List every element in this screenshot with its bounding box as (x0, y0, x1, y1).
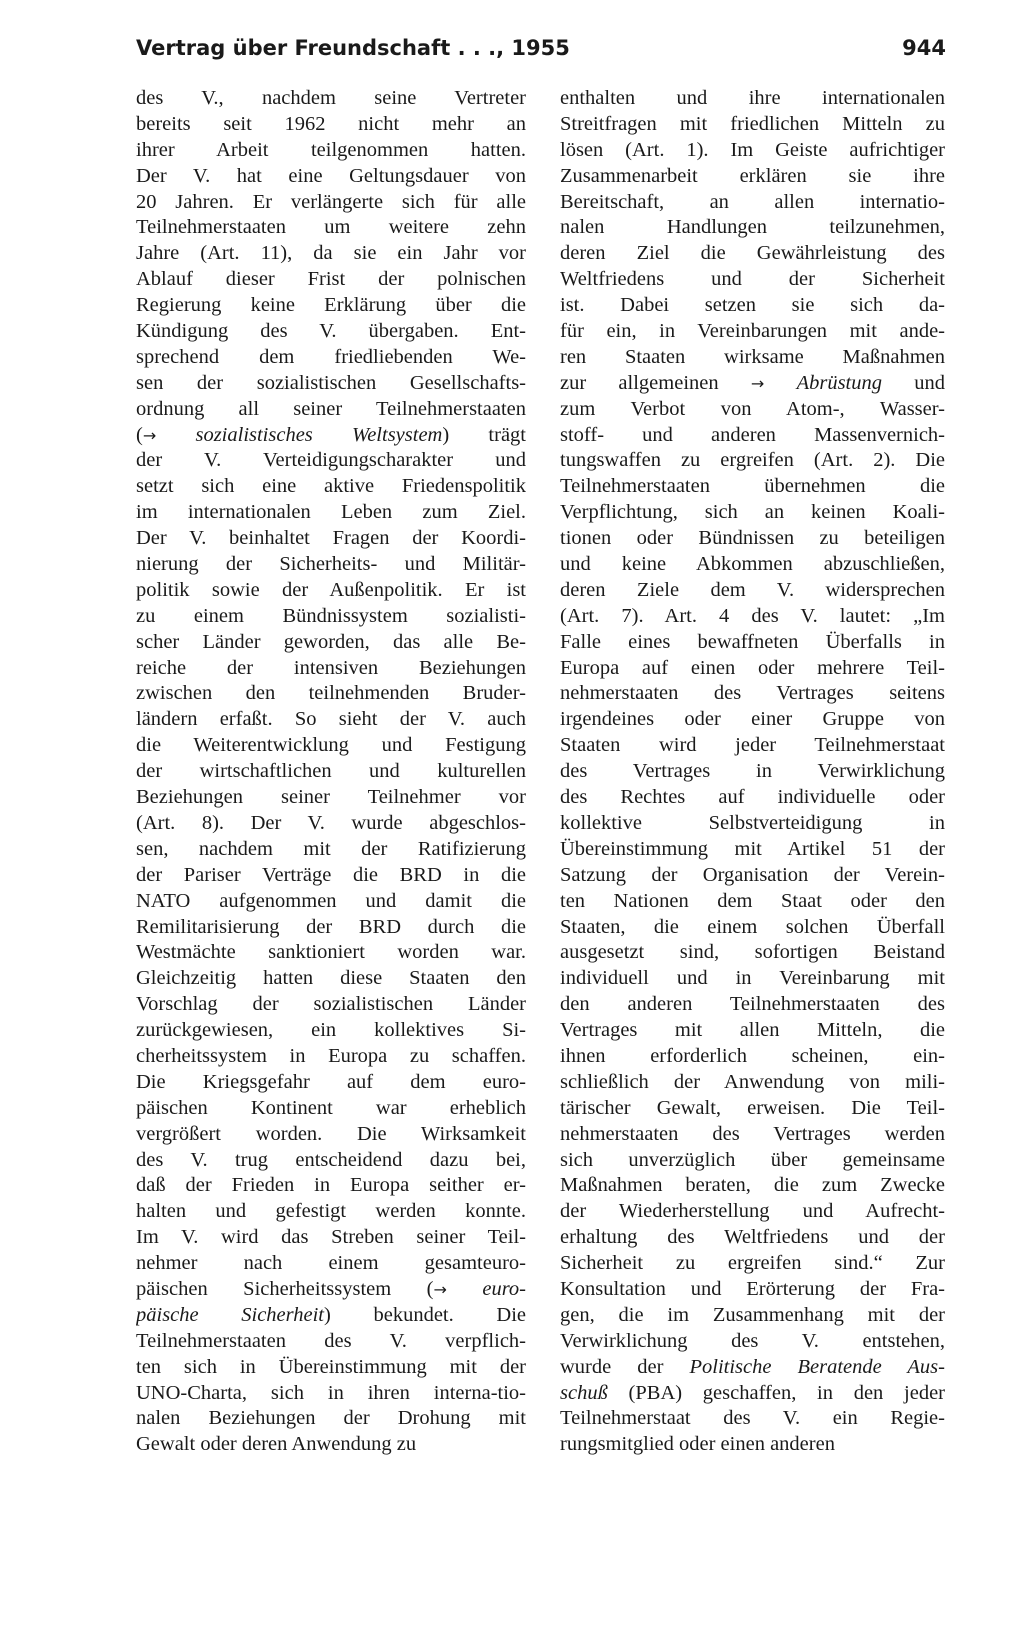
text-line: 20 Jahren. Er verlängerte sich für alle (136, 190, 526, 213)
text-line: deren Ziele dem V. widersprechen (560, 578, 945, 601)
cross-reference-term: euro- (482, 1277, 526, 1300)
text-line: Gleichzeitig hatten diese Staaten den (136, 967, 526, 990)
text-line: ordnung all seiner Teilnehmerstaaten (136, 397, 526, 420)
text-line: der wirtschaftlichen und kulturellen (136, 760, 526, 783)
text-line (136, 423, 526, 449)
text-line: Kündigung des V. übergaben. Ent- (136, 320, 526, 343)
text-fragment: und (882, 371, 945, 394)
text-line: Staaten, die einem solchen Überfall (560, 915, 945, 938)
text-line: Streitfragen mit friedlichen Mitteln zu (560, 112, 945, 135)
text-line: des V. trug entscheidend dazu bei, (136, 1148, 526, 1171)
text-line: gen, die im Zusammenhang mit der (560, 1303, 945, 1326)
cross-reference-term: Abrüstung (796, 371, 882, 394)
text-line: rungsmitglied oder einen anderen (560, 1433, 835, 1456)
text-line: Weltfriedens und der Sicherheit (560, 268, 945, 291)
text-line: enthalten und ihre internationalen (560, 87, 945, 109)
text-line: Satzung der Organisation der Verein- (560, 863, 945, 886)
text-line (136, 1303, 526, 1329)
cross-reference-term: schuß (560, 1381, 608, 1404)
text-line: Verwirklichung des V. entstehen, (560, 1329, 945, 1352)
page-number: 944 (902, 36, 946, 60)
text-line: ist. Dabei setzen sie sich da- (560, 294, 945, 317)
text-line: ren Staaten wirksame Maßnahmen (560, 345, 945, 368)
text-line: päischen Kontinent war erheblich (136, 1096, 526, 1119)
text-line: Jahre (Art. 11), da sie ein Jahr vor (136, 242, 526, 265)
text-line: nehmerstaaten des Vertrages seitens (560, 682, 945, 705)
text-line: der Pariser Verträge die BRD in die (136, 863, 526, 886)
text-fragment: ( (136, 423, 143, 446)
text-line: halten und gefestigt werden konnte. (136, 1200, 526, 1223)
text-line: die Weiterentwicklung und Festigung (136, 734, 526, 757)
cross-reference-arrow-icon: → (750, 373, 765, 393)
text-line: vergrößert worden. Die Wirksamkeit (136, 1122, 526, 1145)
text-line: ausgesetzt sind, sofortigen Beistand (560, 941, 945, 964)
text-line: scher Länder geworden, das alle Be- (136, 630, 526, 653)
text-line: des V., nachdem seine Vertreter (136, 87, 526, 109)
text-line: der V. Verteidigungscharakter und (136, 449, 526, 472)
text-line: Maßnahmen beraten, die zum Zwecke (560, 1174, 945, 1197)
text-line: ten sich in Übereinstimmung mit der (136, 1355, 526, 1378)
text-line: daß der Frieden in Europa seither er- (136, 1174, 526, 1197)
text-line: Zusammenarbeit erklären sie ihre (560, 164, 945, 187)
text-fragment: ) bekundet. Die (324, 1303, 526, 1326)
text-line: ihnen erforderlich scheinen, ein- (560, 1044, 945, 1067)
text-line: (Art. 7). Art. 4 des V. lautet: „Im (560, 604, 945, 627)
text-line: nierung der Sicherheits- und Militär- (136, 553, 526, 576)
text-line: sen, nachdem mit der Ratifizierung (136, 837, 526, 860)
text-line: Bereitschaft, an allen internatio- (560, 190, 945, 213)
text-line: nehmerstaaten des Vertrages werden (560, 1122, 945, 1145)
text-line: nalen Handlungen teilzunehmen, (560, 216, 945, 239)
text-fragment: (PBA) geschaffen, in den jeder (607, 1381, 945, 1404)
text-line: stoff- und anderen Massenvernich- (560, 423, 945, 446)
text-line: zu einem Bündnissystem sozialisti- (136, 604, 526, 627)
text-line: nehmer nach einem gesamteuro- (136, 1252, 526, 1275)
text-line: Ablauf dieser Frist der polnischen (136, 268, 526, 291)
text-line: zwischen den teilnehmenden Bruder- (136, 682, 526, 705)
text-line: Teilnehmerstaaten um weitere zehn (136, 216, 526, 239)
text-line: sprechend dem friedliebenden We- (136, 345, 526, 368)
text-line: Vertrages mit allen Mitteln, die (560, 1019, 945, 1042)
cross-reference-arrow-icon: → (142, 425, 157, 445)
running-header (136, 30, 946, 66)
text-line: Der V. beinhaltet Fragen der Koordi- (136, 527, 526, 550)
text-line (560, 1381, 945, 1407)
text-line (560, 371, 945, 397)
text-line: Remilitarisierung der BRD durch die (136, 915, 526, 938)
text-line: nalen Beziehungen der Drohung mit (136, 1407, 526, 1430)
header-title: Vertrag über Freundschaft . . ., 1955 (136, 36, 570, 60)
text-line: für ein, in Vereinbarungen mit ande- (560, 320, 945, 343)
text-line: Übereinstimmung mit Artikel 51 der (560, 837, 945, 860)
text-line: Teilnehmerstaaten übernehmen die (560, 475, 945, 498)
text-line: Im V. wird das Streben seiner Teil- (136, 1226, 526, 1249)
text-line: im internationalen Leben zum Ziel. (136, 501, 526, 524)
cross-reference-term: Politische Beratende Aus- (689, 1355, 945, 1378)
text-line: sen der sozialistischen Gesellschafts- (136, 371, 526, 394)
text-line: ihrer Arbeit teilgenommen hatten. (136, 138, 526, 161)
text-line: Konsultation und Erörterung der Fra- (560, 1277, 945, 1300)
text-line: der Wiederherstellung und Aufrecht- (560, 1200, 945, 1223)
cross-reference-term: päische Sicherheit (136, 1303, 325, 1326)
text-line: Regierung keine Erklärung über die (136, 294, 526, 317)
text-fragment: wurde der (560, 1355, 690, 1378)
text-line: lösen (Art. 1). Im Geiste aufrichtiger (560, 138, 945, 161)
text-line: Staaten wird jeder Teilnehmerstaat (560, 734, 945, 757)
text-line: Der V. hat eine Geltungsdauer von (136, 164, 526, 187)
text-line: individuell und in Vereinbarung mit (560, 967, 945, 990)
text-line: setzt sich eine aktive Friedenspolitik (136, 475, 526, 498)
text-line: deren Ziel die Gewährleistung des (560, 242, 945, 265)
text-line: tungswaffen zu ergreifen (Art. 2). Die (560, 449, 945, 472)
text-fragment: ) trägt (442, 423, 526, 446)
text-line: ten Nationen dem Staat oder den (560, 889, 945, 912)
text-line: Falle eines bewaffneten Überfalls in (560, 630, 945, 653)
text-fragment: päischen Sicherheitssystem ( (136, 1277, 434, 1300)
text-line: Verpflichtung, sich an keinen Koali- (560, 501, 945, 524)
text-fragment: zur allgemeinen (560, 371, 751, 394)
text-line: (Art. 8). Der V. wurde abgeschlos- (136, 811, 526, 834)
text-line: UNO-Charta, sich in ihren interna-tio- (136, 1381, 526, 1404)
text-line: Teilnehmerstaaten des V. verpflich- (136, 1329, 526, 1352)
text-line: Europa auf einen oder mehrere Teil- (560, 656, 945, 679)
cross-reference-term: sozialistisches Weltsystem (195, 423, 443, 446)
text-line: den anderen Teilnehmerstaaten des (560, 993, 945, 1016)
text-line: und keine Abkommen abzuschließen, (560, 553, 945, 576)
text-line (136, 1277, 526, 1303)
text-line: sich unverzüglich über gemeinsame (560, 1148, 945, 1171)
cross-reference-arrow-icon: → (433, 1279, 447, 1299)
text-line: tionen oder Bündnissen zu beteiligen (560, 527, 945, 550)
text-line: reiche der intensiven Beziehungen (136, 656, 526, 679)
text-line: kollektive Selbstverteidigung in (560, 811, 945, 834)
text-line: politik sowie der Außenpolitik. Er ist (136, 578, 526, 601)
text-line: Teilnehmerstaat des V. ein Regie- (560, 1407, 945, 1430)
text-line: bereits seit 1962 nicht mehr an (136, 112, 526, 135)
text-line: zurückgewiesen, ein kollektives Si- (136, 1019, 526, 1042)
right-text-column (560, 86, 945, 1458)
text-line: Gewalt oder deren Anwendung zu (136, 1433, 417, 1456)
text-line: des Rechtes auf individuelle oder (560, 786, 945, 809)
text-line: NATO aufgenommen und damit die (136, 889, 526, 912)
text-line: Sicherheit zu ergreifen sind.“ Zur (560, 1252, 945, 1275)
text-line: Westmächte sanktioniert worden war. (136, 941, 526, 964)
text-line: des Vertrages in Verwirklichung (560, 760, 945, 783)
text-line: Vorschlag der sozialistischen Länder (136, 993, 526, 1016)
text-line: Beziehungen seiner Teilnehmer vor (136, 786, 526, 809)
text-line: ländern erfaßt. So sieht der V. auch (136, 708, 526, 731)
text-line: cherheitssystem in Europa zu schaffen. (136, 1044, 526, 1067)
text-line: tärischer Gewalt, erweisen. Die Teil- (560, 1096, 945, 1119)
text-line: schließlich der Anwendung von mili- (560, 1070, 945, 1093)
text-line: erhaltung des Weltfriedens und der (560, 1226, 945, 1249)
text-line: zum Verbot von Atom-, Wasser- (560, 397, 945, 420)
left-text-column (136, 86, 526, 1458)
text-line: irgendeines oder einer Gruppe von (560, 708, 945, 731)
text-line: Die Kriegsgefahr auf dem euro- (136, 1070, 526, 1093)
text-line (560, 1355, 945, 1381)
